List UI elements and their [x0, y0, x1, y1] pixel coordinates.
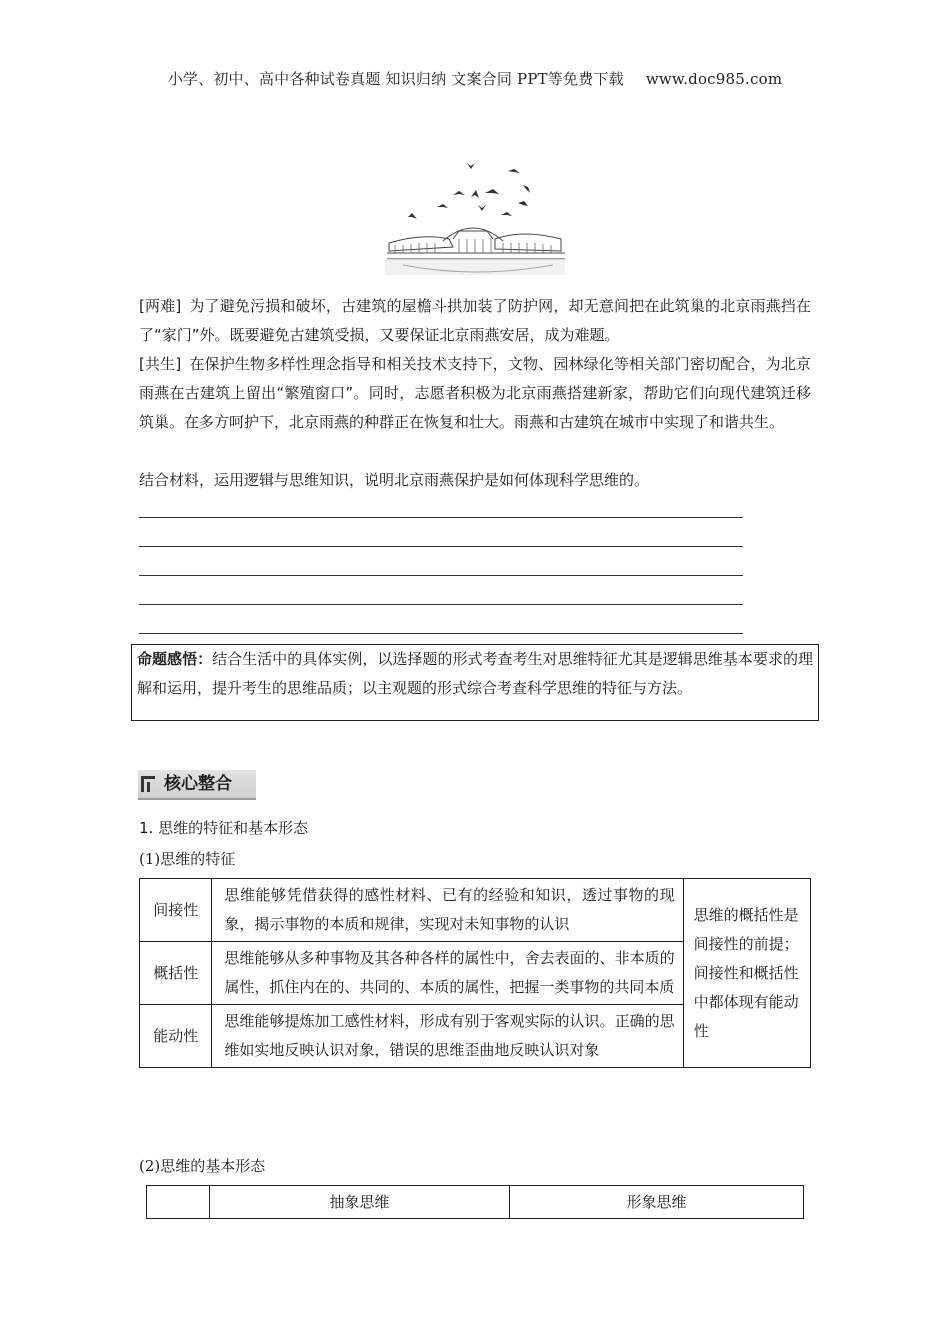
feature-name: 概括性: [140, 942, 212, 1005]
feature-relation-note: 思维的概括性是间接性的前提；间接性和概括性中都体现有能动性: [683, 879, 810, 1068]
coexist-paragraph: [139, 350, 811, 437]
page-header: [0, 68, 950, 89]
proposition-insight-box: [131, 644, 819, 721]
sub-heading-forms: (2)思维的基本形态: [139, 1157, 266, 1175]
section-title-text: 核心整合: [164, 774, 232, 794]
header-url: www.doc985.com: [645, 70, 783, 88]
answer-line[interactable]: [139, 633, 743, 634]
table-header-cell: 形象思维: [510, 1186, 804, 1219]
answer-line[interactable]: [139, 517, 743, 518]
table-header-cell: [147, 1186, 210, 1219]
insight-label: 命题感悟：: [137, 650, 213, 668]
section-marker-icon: [141, 776, 155, 792]
dilemma-text: 为了避免污损和破坏，古建筑的屋檐斗拱加装了防护网，却无意间把在此筑巢的北京雨燕挡在了“家门”外。既要避免古建筑受损，又要保证北京雨燕安居，成为难题。: [139, 297, 811, 344]
question-text: 结合材料，运用逻辑与思维知识，说明北京雨燕保护是如何体现科学思维的。: [139, 471, 650, 489]
table-header-cell: 抽象思维: [210, 1186, 510, 1219]
thinking-forms-table: [146, 1185, 804, 1219]
swallows-over-ancient-architecture-illustration: [383, 155, 568, 283]
coexist-text: 在保护生物多样性理念指导和相关技术支持下，文物、园林绿化等相关部门密切配合，为北京雨燕在古建筑上留出“繁殖窗口”。同时，志愿者积极为北京雨燕搭建新家，帮助它们向现代建筑迁移筑巢。在多方呵护下，北京雨燕的种群正在恢复和壮大。雨燕和古建筑在城市中实现了和谐共生。: [139, 355, 811, 431]
insight-text: 结合生活中的具体实例，以选择题的形式考查考生对思维特征尤其是逻辑思维基本要求的理解和运用，提升考生的思维品质；以主观题的形式综合考查科学思维的特征与方法。: [137, 650, 813, 697]
dilemma-paragraph: [139, 292, 811, 350]
table-header-row: [147, 1186, 804, 1219]
feature-name: 间接性: [140, 879, 212, 942]
coexist-tag: [共生]: [139, 355, 182, 373]
answer-line[interactable]: [139, 604, 743, 605]
feature-desc: 思维能够从多种事物及其各种各样的属性中，舍去表面的、非本质的属性，抓住内在的、共同的、本质的属性，把握一类事物的共同本质: [212, 942, 683, 1005]
dilemma-tag: [两难]: [139, 297, 182, 315]
thinking-features-table: [139, 878, 811, 1068]
section-title: [138, 770, 256, 800]
table-row: [140, 879, 811, 942]
header-text: 小学、初中、高中各种试卷真题 知识归纳 文案合同 PPT等免费下载: [167, 70, 624, 88]
feature-desc: 思维能够凭借获得的感性材料、已有的经验和知识，透过事物的现象，揭示事物的本质和规律，实现对未知事物的认识: [212, 879, 683, 942]
answer-line[interactable]: [139, 546, 743, 547]
answer-line[interactable]: [139, 575, 743, 576]
topic-heading: 1. 思维的特征和基本形态: [139, 819, 309, 837]
feature-name: 能动性: [140, 1005, 212, 1068]
sub-heading-features: (1)思维的特征: [139, 850, 236, 868]
feature-desc: 思维能够提炼加工感性材料，形成有别于客观实际的认识。正确的思维如实地反映认识对象，错误的思维歪曲地反映认识对象: [212, 1005, 683, 1068]
